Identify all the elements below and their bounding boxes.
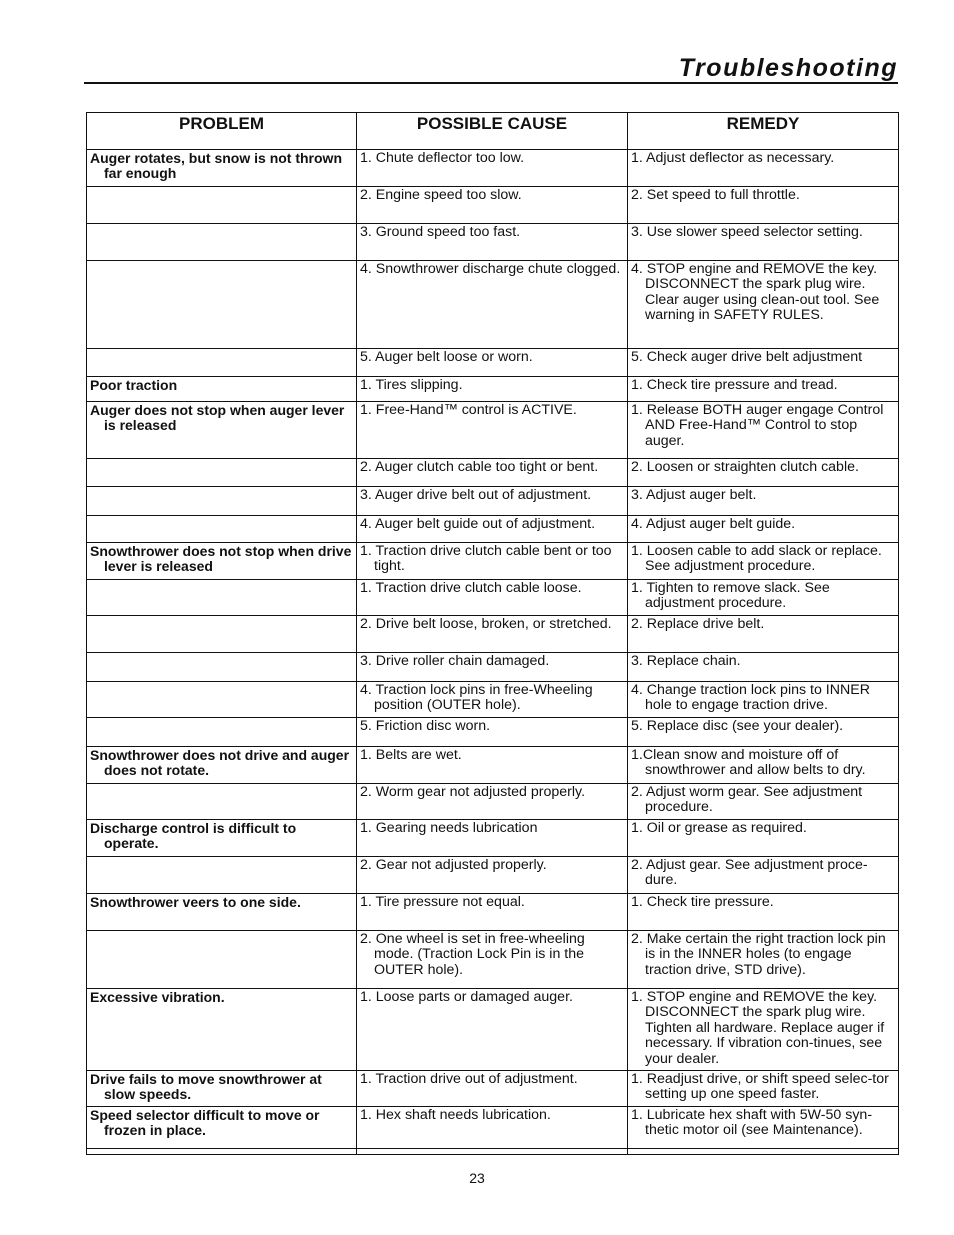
cause-cell [357, 580, 628, 616]
remedy-cell-text: 1. Check tire pressure and tread. [631, 377, 838, 393]
empty-cell [87, 1149, 357, 1155]
table-row [87, 459, 899, 487]
empty-cell [628, 1149, 899, 1155]
header-problem: PROBLEM [87, 113, 357, 150]
problem-cell [87, 261, 357, 349]
remedy-cell [628, 580, 899, 616]
cause-cell [357, 543, 628, 580]
cause-cell [357, 718, 628, 747]
cause-cell-text: 1. Traction drive clutch cable loose. [360, 580, 582, 596]
remedy-cell-text: 2. Make certain the right traction lock pin is in the INNER holes (to engage traction drive, STD drive). [631, 931, 886, 978]
remedy-cell-text: 4. STOP engine and REMOVE the key. DISCONNECT the spark plug wire. Clear auger using clean-out tool. See warning in SAFETY RULES. [631, 261, 880, 324]
remedy-cell-text: 1. Tighten to remove slack. See adjustment procedure. [631, 580, 830, 612]
cause-cell [357, 224, 628, 261]
problem-cell [87, 894, 357, 931]
table-header-row [87, 113, 899, 150]
problem-cell [87, 459, 357, 487]
table-row [87, 487, 899, 516]
remedy-cell [628, 747, 899, 784]
remedy-cell-text: 1. Loosen cable to add slack or replace. See adjustment procedure. [631, 543, 882, 575]
cause-cell-text: 1. Hex shaft needs lubrication. [360, 1107, 551, 1123]
cause-cell [357, 377, 628, 402]
cause-cell-text: 4. Auger belt guide out of adjustment. [360, 516, 596, 532]
table-row [87, 682, 899, 718]
remedy-cell [628, 349, 899, 377]
remedy-cell [628, 459, 899, 487]
problem-cell [87, 989, 357, 1071]
table-row [87, 857, 899, 894]
cause-cell [357, 487, 628, 516]
cause-cell [357, 187, 628, 224]
cause-cell [357, 989, 628, 1071]
problem-cell [87, 1107, 357, 1149]
remedy-cell [628, 150, 899, 187]
cause-cell [357, 402, 628, 459]
problem-cell [87, 516, 357, 543]
remedy-cell [628, 543, 899, 580]
cause-cell-text: 1. Loose parts or damaged auger. [360, 989, 573, 1005]
remedy-cell-text: 1. Oil or grease as required. [631, 820, 807, 836]
remedy-cell [628, 894, 899, 931]
problem-cell [87, 150, 357, 187]
table-row [87, 187, 899, 224]
table-row [87, 653, 899, 682]
problem-cell [87, 543, 357, 580]
problem-cell [87, 1071, 357, 1107]
cause-cell-text: 1. Gearing needs lubrication [360, 820, 538, 836]
cause-cell [357, 784, 628, 820]
cause-cell-text: 3. Auger drive belt out of adjustment. [360, 487, 592, 503]
remedy-cell-text: 1. Adjust deflector as necessary. [631, 150, 835, 166]
table-row [87, 894, 899, 931]
table-row [87, 516, 899, 543]
problem-cell-text: Excessive vibration. [90, 989, 225, 1005]
problem-cell [87, 402, 357, 459]
remedy-cell-text: 1. Check tire pressure. [631, 894, 774, 910]
empty-cell [357, 1149, 628, 1155]
table-row [87, 377, 899, 402]
problem-cell [87, 616, 357, 653]
remedy-cell-text: 4. Change traction lock pins to INNER hole to engage traction drive. [631, 682, 870, 714]
problem-cell [87, 820, 357, 857]
remedy-cell-text: 1. STOP engine and REMOVE the key. DISCONNECT the spark plug wire. Tighten all hardware. Replace auger if necessary. If vibration con-tinues, see your dealer. [631, 989, 885, 1067]
remedy-cell [628, 487, 899, 516]
cause-cell-text: 4. Snowthrower discharge chute clogged. [360, 261, 621, 277]
remedy-cell [628, 784, 899, 820]
cause-cell-text: 1. Chute deflector too low. [360, 150, 525, 166]
problem-cell [87, 349, 357, 377]
header-remedy: REMEDY [628, 113, 899, 150]
problem-cell [87, 931, 357, 989]
problem-cell-text: Snowthrower veers to one side. [90, 894, 301, 910]
cause-cell-text: 5. Friction disc worn. [360, 718, 491, 734]
cause-cell [357, 1107, 628, 1149]
cause-cell [357, 459, 628, 487]
cause-cell [357, 616, 628, 653]
cause-cell-text: 1. Traction drive out of adjustment. [360, 1071, 578, 1087]
remedy-cell [628, 616, 899, 653]
table-row [87, 224, 899, 261]
cause-cell-text: 2. Engine speed too slow. [360, 187, 522, 203]
remedy-cell-text: 1. Readjust drive, or shift speed selec-tor setting up one speed faster. [631, 1071, 889, 1103]
table-row [87, 718, 899, 747]
remedy-cell-text: 2. Replace drive belt. [631, 616, 765, 632]
remedy-cell-text: 2. Adjust worm gear. See adjustment procedure. [631, 784, 863, 816]
table-row [87, 784, 899, 820]
table-row [87, 580, 899, 616]
cause-cell-text: 2. Auger clutch cable too tight or bent. [360, 459, 599, 475]
cause-cell-text: 1. Tires slipping. [360, 377, 463, 393]
remedy-cell [628, 402, 899, 459]
remedy-cell [628, 187, 899, 224]
table-row [87, 1107, 899, 1149]
remedy-cell [628, 261, 899, 349]
problem-cell [87, 377, 357, 402]
table-row [87, 747, 899, 784]
cause-cell-text: 1. Tire pressure not equal. [360, 894, 525, 910]
cause-cell [357, 1071, 628, 1107]
header-possible-cause: POSSIBLE CAUSE [357, 113, 628, 150]
cause-cell-text: 1. Belts are wet. [360, 747, 462, 763]
remedy-cell-text: 1. Lubricate hex shaft with 5W-50 syn-thetic motor oil (see Maintenance). [631, 1107, 873, 1139]
problem-cell-text: Poor traction [90, 377, 178, 393]
remedy-cell [628, 857, 899, 894]
cause-cell [357, 857, 628, 894]
cause-cell-text: 2. One wheel is set in free-wheeling mode. (Traction Lock Pin is in the OUTER hole). [360, 931, 585, 978]
remedy-cell [628, 1071, 899, 1107]
remedy-cell-text: 2. Adjust gear. See adjustment proce-dure. [631, 857, 868, 889]
table-body [87, 150, 899, 1155]
troubleshooting-table [86, 112, 899, 1155]
table-row [87, 402, 899, 459]
problem-cell [87, 653, 357, 682]
remedy-cell [628, 1107, 899, 1149]
remedy-cell [628, 718, 899, 747]
remedy-cell-text: 4. Adjust auger belt guide. [631, 516, 796, 532]
table-row [87, 261, 899, 349]
problem-cell [87, 187, 357, 224]
table-row [87, 989, 899, 1071]
cause-cell [357, 747, 628, 784]
problem-cell [87, 784, 357, 820]
cause-cell-text: 3. Drive roller chain damaged. [360, 653, 550, 669]
cause-cell-text: 3. Ground speed too fast. [360, 224, 521, 240]
remedy-cell [628, 653, 899, 682]
remedy-cell-text: 1.Clean snow and moisture off of snowthrower and allow belts to dry. [631, 747, 866, 779]
remedy-cell-text: 3. Use slower speed selector setting. [631, 224, 863, 240]
remedy-cell-text: 3. Adjust auger belt. [631, 487, 757, 503]
problem-cell [87, 747, 357, 784]
table-row [87, 931, 899, 989]
remedy-cell [628, 224, 899, 261]
problem-cell-text: Snowthrower does not drive and auger does not rotate. [90, 747, 350, 779]
remedy-cell-text: 5. Check auger drive belt adjustment [631, 349, 863, 365]
problem-cell [87, 682, 357, 718]
cause-cell-text: 4. Traction lock pins in free-Wheeling position (OUTER hole). [360, 682, 593, 714]
table-row [87, 349, 899, 377]
problem-cell [87, 857, 357, 894]
cause-cell-text: 5. Auger belt loose or worn. [360, 349, 533, 365]
page-number: 23 [469, 1170, 485, 1186]
problem-cell-text: Speed selector difficult to move or frozen in place. [90, 1107, 320, 1139]
cause-cell [357, 820, 628, 857]
problem-cell-text: Auger rotates, but snow is not thrown far enough [90, 150, 342, 182]
remedy-cell-text: 3. Replace chain. [631, 653, 741, 669]
remedy-cell [628, 516, 899, 543]
cause-cell [357, 682, 628, 718]
remedy-cell-text: 2. Loosen or straighten clutch cable. [631, 459, 859, 475]
cause-cell [357, 653, 628, 682]
table-row [87, 543, 899, 580]
cause-cell-text: 2. Drive belt loose, broken, or stretched. [360, 616, 612, 632]
problem-cell-text: Snowthrower does not stop when drive lever is released [90, 543, 352, 575]
page-title: Troubleshooting [678, 54, 898, 82]
cause-cell-text: 1. Free-Hand™ control is ACTIVE. [360, 402, 577, 418]
cause-cell [357, 516, 628, 543]
cause-cell [357, 894, 628, 931]
table-row [87, 820, 899, 857]
problem-cell-text: Drive fails to move snowthrower at slow speeds. [90, 1071, 322, 1103]
cause-cell-text: 2. Gear not adjusted properly. [360, 857, 547, 873]
cause-cell [357, 261, 628, 349]
cause-cell [357, 931, 628, 989]
table-row-empty [87, 1149, 899, 1155]
problem-cell-text: Auger does not stop when auger lever is released [90, 402, 345, 434]
problem-cell [87, 580, 357, 616]
remedy-cell [628, 820, 899, 857]
table-row [87, 616, 899, 653]
remedy-cell-text: 1. Release BOTH auger engage Control AND Free-Hand™ Control to stop auger. [631, 402, 884, 449]
problem-cell [87, 718, 357, 747]
remedy-cell [628, 989, 899, 1071]
remedy-cell-text: 2. Set speed to full throttle. [631, 187, 800, 203]
title-rule [84, 82, 898, 84]
cause-cell-text: 1. Traction drive clutch cable bent or too tight. [360, 543, 612, 575]
problem-cell-text: Discharge control is difficult to operate. [90, 820, 297, 852]
remedy-cell [628, 682, 899, 718]
cause-cell [357, 150, 628, 187]
remedy-cell [628, 931, 899, 989]
remedy-cell-text: 5. Replace disc (see your dealer). [631, 718, 844, 734]
table-row [87, 1071, 899, 1107]
cause-cell-text: 2. Worm gear not adjusted properly. [360, 784, 586, 800]
problem-cell [87, 224, 357, 261]
problem-cell [87, 487, 357, 516]
remedy-cell [628, 377, 899, 402]
cause-cell [357, 349, 628, 377]
table-row [87, 150, 899, 187]
